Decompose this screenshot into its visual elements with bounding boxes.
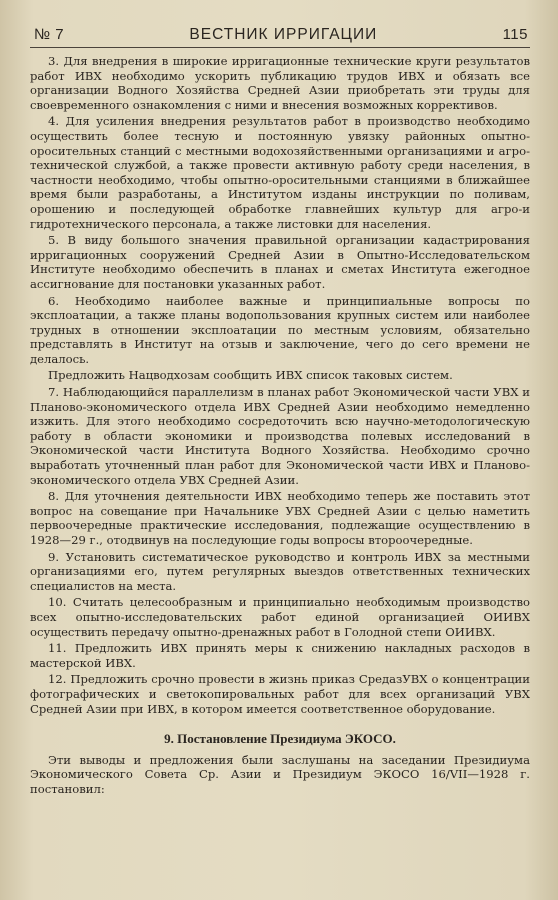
paragraph-5: 5. В виду большого значения правильной организации кадастрирования ирригационных сооружений Средней Азии в Опытно-Исследовательском Институте необходимо обеспечить в планах и сметах Института ежегодное ассигнование для постановки указанных работ. bbox=[30, 233, 530, 291]
issue-number: № 7 bbox=[34, 26, 65, 43]
paragraph-11: 11. Предложить ИВХ принять меры к снижению накладных расходов в мастерской ИВХ. bbox=[30, 641, 530, 670]
page-number: 115 bbox=[502, 26, 528, 43]
paragraph-4: 4. Для усиления внедрения результатов работ в производство необходимо осуществить более тесную и постоянную увязку районных опытно-оросительных станций с местными водохозяйственными организациями и агро-технической службой, а также провести активную работу среди населения, в частности необходимо, чтобы опытно-оросительными станциями в ближайшее время были разработаны, а Институтом изданы инструкции по поливам, орошению и последующей обработке главнейших культур для агро-и гидротехнического персонала, а также листовки для населения. bbox=[30, 114, 530, 231]
article-body bbox=[30, 54, 530, 797]
paragraph-6: 6. Необходимо наиболее важные и принципиальные вопросы по эксплоатации, а также планы водопользования крупных систем или наиболее трудных в отношении эксплоатации по местным условиям, обязательно представлять в Институт на отзыв и заключение, чего до сего времени не делалось. bbox=[30, 293, 530, 366]
paragraph-10: 10. Считать целесообразным и принципиально необходимым производство всех опытно-исследовательских работ единой организацией ОИИВХ осуществить передачу опытно-дренажных работ в Голодной степи ОИИВХ. bbox=[30, 595, 530, 639]
journal-title: ВЕСТНИК ИРРИГАЦИИ bbox=[189, 26, 378, 43]
section-heading: 9. Постановление Президиума ЭКОСО. bbox=[164, 731, 396, 747]
paragraph-6-note: Предложить Нацводхозам сообщить ИВХ список таковых систем. bbox=[48, 368, 453, 383]
paragraph-8: 8. Для уточнения деятельности ИВХ необходимо теперь же поставить этот вопрос на совещание при Начальнике УВХ Средней Азии с целью наметить первоочередные практические исследования, подлежащие осуществлению в 1928—29 г., отодвинув на последующие годы вопросы второочередные. bbox=[30, 489, 530, 547]
section-paragraph: Эти выводы и предложения были заслушаны на заседании Президиума Экономического Совета Ср. Азии и Президиум ЭКОСО 16/VII—1928 г. постановил: bbox=[30, 752, 530, 796]
running-head bbox=[30, 26, 530, 48]
paragraph-12: 12. Предложить срочно провести в жизнь приказ СредазУВХ о концентрации фотографических и светокопировальных работ для всех организаций УВХ Средней Азии при ИВХ, в котором имеется соответственное оборудование. bbox=[30, 672, 530, 716]
paragraph-7: 7. Наблюдающийся параллелизм в планах работ Экономической части УВХ и Планово-экономического отдела ИВХ Средней Азии необходимо немедленно изжить. Для этого необходимо сосредоточить всю научно-методологическую работу в области экономики и производства полевых исследований в Экономической части Института Водного Хозяйства. Необходимо срочно выработать уточненный план работ для Экономической части ИВХ и Планово-экономического отдела УВХ Средней Азии. bbox=[30, 385, 530, 487]
paragraph-9: 9. Установить систематическое руководство и контроль ИВХ за местными организациями его, путем регулярных выездов ответственных технических специалистов на места. bbox=[30, 549, 530, 593]
paragraph-3: 3. Для внедрения в широкие ирригационные технические круги результатов работ ИВХ необходимо ускорить публикацию трудов ИВХ и обязать все организации Водного Хозяйства Средней Азии приобретать эти труды для своевременного ознакомления с ними и внесения возможных коррективов. bbox=[30, 54, 530, 112]
